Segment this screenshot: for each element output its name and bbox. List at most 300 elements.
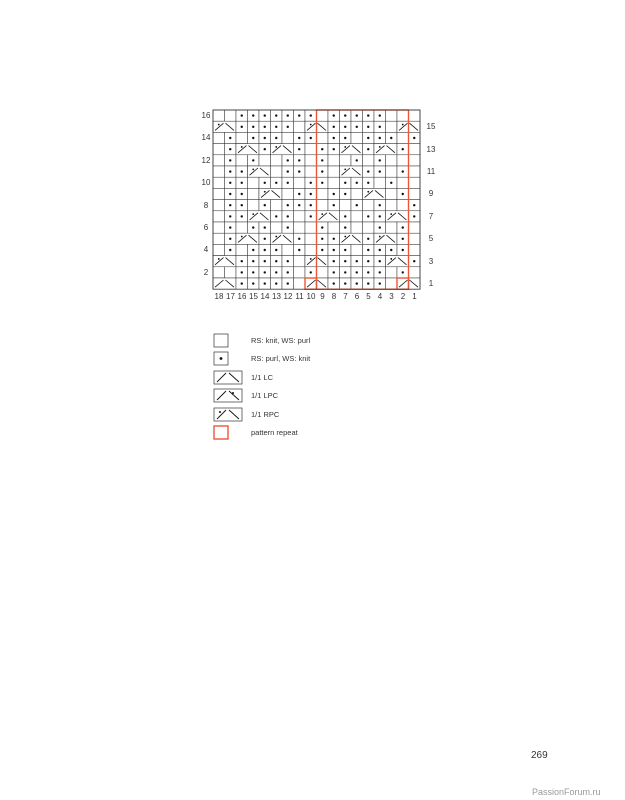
chart-cell	[351, 222, 363, 233]
purl-dot	[252, 226, 254, 228]
chart-cell	[294, 177, 306, 188]
purl-dot	[264, 249, 266, 251]
legend-mark	[214, 426, 228, 439]
purl-dot	[367, 215, 369, 217]
legend-label: 1/1 LC	[251, 372, 274, 382]
purl-dot	[402, 249, 404, 251]
purl-dot	[310, 182, 312, 184]
chart-cell	[386, 166, 398, 177]
purl-dot	[333, 126, 335, 128]
purl-dot	[287, 114, 289, 116]
purl-dot	[379, 226, 381, 228]
purl-dot	[367, 238, 369, 240]
purl-dot	[229, 249, 231, 251]
chart-cell	[236, 222, 248, 233]
purl-dot	[379, 204, 381, 206]
purl-dot	[356, 260, 358, 262]
purl-dot	[264, 226, 266, 228]
chart-cell	[236, 155, 248, 166]
purl-dot	[333, 137, 335, 139]
legend-symbol-purl	[213, 351, 243, 366]
cable-dot	[275, 146, 277, 148]
chart-cell	[351, 188, 363, 199]
purl-dot	[229, 215, 231, 217]
legend-mark	[214, 334, 228, 347]
cable-cell	[213, 278, 236, 289]
purl-dot	[344, 126, 346, 128]
purl-dot	[356, 271, 358, 273]
chart-cell	[236, 244, 248, 255]
chart-cell	[271, 200, 283, 211]
purl-dot	[310, 271, 312, 273]
chart-cell	[409, 177, 421, 188]
purl-dot	[298, 159, 300, 161]
chart-cell	[397, 132, 409, 143]
cable-dot	[379, 146, 381, 148]
cable-dot	[390, 258, 392, 260]
row-number-left: 12	[201, 155, 211, 165]
chart-cell	[282, 132, 294, 143]
chart-cell	[294, 267, 306, 278]
legend	[213, 331, 310, 442]
chart-cell	[409, 267, 421, 278]
purl-dot	[241, 260, 243, 262]
cable-dot	[252, 213, 254, 215]
column-number: 12	[283, 292, 293, 301]
chart-cell	[351, 211, 363, 222]
purl-dot	[229, 238, 231, 240]
purl-dot	[333, 282, 335, 284]
purl-dot	[287, 204, 289, 206]
legend-symbol-repeat	[213, 425, 243, 440]
purl-dot	[287, 226, 289, 228]
cable-cell	[340, 166, 363, 177]
purl-dot	[264, 182, 266, 184]
cable-cell	[236, 144, 259, 155]
purl-dot	[252, 159, 254, 161]
purl-dot	[402, 148, 404, 150]
purl-dot	[367, 170, 369, 172]
purl-dot	[321, 249, 323, 251]
purl-dot	[287, 282, 289, 284]
chart-cell	[225, 110, 237, 121]
cable-cell	[374, 233, 397, 244]
cable-dot	[344, 168, 346, 170]
purl-dot	[390, 137, 392, 139]
purl-dot	[379, 282, 381, 284]
purl-dot	[379, 271, 381, 273]
purl-dot	[356, 204, 358, 206]
purl-dot	[298, 204, 300, 206]
cable-cell	[248, 166, 271, 177]
purl-dot	[241, 114, 243, 116]
purl-dot	[379, 170, 381, 172]
chart-cell	[225, 267, 237, 278]
chart-cell	[248, 188, 260, 199]
purl-dot	[287, 170, 289, 172]
purl-dot	[333, 148, 335, 150]
purl-dot	[241, 282, 243, 284]
column-number: 11	[295, 292, 304, 301]
chart-cell	[305, 166, 317, 177]
row-number-right: 7	[428, 211, 434, 221]
chart-cell	[328, 177, 340, 188]
purl-dot	[356, 182, 358, 184]
purl-dot	[390, 249, 392, 251]
purl-dot	[379, 137, 381, 139]
purl-dot	[402, 226, 404, 228]
purl-dot	[344, 282, 346, 284]
chart-cell	[409, 233, 421, 244]
row-number-left: 8	[203, 200, 209, 210]
column-number: 10	[306, 292, 316, 301]
column-number: 4	[377, 292, 383, 301]
row-number-right: 9	[428, 189, 434, 199]
cable-dot	[218, 258, 220, 260]
column-number: 6	[354, 292, 360, 301]
chart-cell	[386, 110, 398, 121]
chart-cell	[351, 132, 363, 143]
cable-dot	[344, 236, 346, 238]
column-number: 5	[366, 292, 371, 301]
purl-dot	[310, 137, 312, 139]
row-number-left: 6	[203, 223, 209, 232]
purl-dot	[344, 137, 346, 139]
cable-dot	[321, 213, 323, 215]
legend-symbol-lc	[213, 370, 243, 385]
purl-dot	[333, 260, 335, 262]
chart-cell	[305, 144, 317, 155]
purl-dot	[275, 182, 277, 184]
cable-dot	[310, 124, 312, 126]
chart-cell	[213, 211, 225, 222]
purl-dot	[379, 215, 381, 217]
chart-cell	[409, 155, 421, 166]
purl-dot	[264, 148, 266, 150]
row-number-left: 14	[201, 133, 211, 143]
chart-cell	[340, 155, 352, 166]
cable-dot	[310, 258, 312, 260]
purl-dot	[321, 238, 323, 240]
chart-cell	[248, 200, 260, 211]
cable-dot	[344, 146, 346, 148]
purl-dot	[321, 148, 323, 150]
purl-dot	[275, 126, 277, 128]
purl-dot	[229, 226, 231, 228]
cable-cell	[271, 233, 294, 244]
cable-dot	[367, 191, 369, 193]
legend-label: 1/1 RPC	[251, 409, 280, 419]
knitting-chart	[195, 104, 435, 294]
column-number: 1	[412, 292, 417, 301]
purl-dot	[367, 114, 369, 116]
purl-dot	[252, 126, 254, 128]
column-number: 3	[389, 292, 394, 301]
purl-dot	[264, 260, 266, 262]
purl-dot	[287, 260, 289, 262]
chart-cell	[409, 244, 421, 255]
chart-cell	[259, 155, 271, 166]
purl-dot	[333, 114, 335, 116]
purl-dot	[252, 271, 254, 273]
purl-dot	[229, 148, 231, 150]
purl-dot	[287, 159, 289, 161]
chart-cell	[374, 177, 386, 188]
chart-cell	[363, 222, 375, 233]
purl-dot	[344, 193, 346, 195]
chart-cell	[317, 132, 329, 143]
legend-item	[213, 387, 310, 406]
chart-cell	[409, 166, 421, 177]
cable-dot	[241, 146, 243, 148]
chart-cell	[317, 267, 329, 278]
purl-dot	[413, 260, 415, 262]
cable-cell	[386, 256, 409, 267]
column-number: 15	[249, 292, 258, 301]
cable-dot	[264, 191, 266, 193]
purl-dot	[229, 204, 231, 206]
legend-label: RS: purl, WS: knit	[251, 354, 311, 364]
purl-dot	[241, 215, 243, 217]
purl-dot	[367, 126, 369, 128]
column-number: 9	[320, 292, 325, 301]
purl-dot	[275, 137, 277, 139]
purl-dot	[402, 271, 404, 273]
purl-dot	[298, 238, 300, 240]
row-number-right: 3	[428, 256, 434, 266]
purl-dot	[275, 271, 277, 273]
purl-dot	[390, 182, 392, 184]
purl-dot	[310, 215, 312, 217]
chart-cell	[386, 267, 398, 278]
chart-cell	[294, 211, 306, 222]
column-number: 18	[214, 292, 224, 301]
cable-cell	[374, 144, 397, 155]
cable-cell	[213, 256, 236, 267]
purl-dot	[264, 282, 266, 284]
purl-dot	[379, 126, 381, 128]
purl-dot	[367, 148, 369, 150]
cable-cell	[259, 188, 282, 199]
chart-cell	[248, 177, 260, 188]
chart-cell	[409, 110, 421, 121]
purl-dot	[356, 114, 358, 116]
legend-mark	[219, 411, 221, 413]
chart-cell	[317, 188, 329, 199]
purl-dot	[344, 114, 346, 116]
purl-dot	[379, 159, 381, 161]
purl-dot	[333, 204, 335, 206]
row-number-right: 1	[428, 279, 434, 288]
chart-cell	[386, 155, 398, 166]
purl-dot	[321, 159, 323, 161]
chart-cell	[317, 110, 329, 121]
legend-item	[213, 350, 310, 369]
cable-cell	[248, 211, 271, 222]
legend-symbol-knit	[213, 333, 243, 348]
purl-dot	[264, 238, 266, 240]
purl-dot	[241, 182, 243, 184]
purl-dot	[321, 182, 323, 184]
cable-dot	[252, 168, 254, 170]
legend-mark	[214, 371, 242, 384]
purl-dot	[229, 193, 231, 195]
purl-dot	[344, 182, 346, 184]
purl-dot	[298, 193, 300, 195]
cable-cell	[271, 144, 294, 155]
chart-cell	[282, 244, 294, 255]
purl-dot	[333, 238, 335, 240]
row-number-right: 13	[426, 144, 436, 154]
chart-cell	[363, 200, 375, 211]
chart-cell	[386, 222, 398, 233]
purl-dot	[321, 170, 323, 172]
purl-dot	[367, 271, 369, 273]
column-number: 2	[400, 292, 406, 301]
row-number-left: 10	[201, 178, 211, 188]
chart-cell	[397, 110, 409, 121]
purl-dot	[241, 126, 243, 128]
purl-dot	[229, 159, 231, 161]
column-number: 17	[226, 292, 235, 301]
legend-symbol-lpc	[213, 388, 243, 403]
purl-dot	[413, 137, 415, 139]
purl-dot	[298, 114, 300, 116]
purl-dot	[402, 193, 404, 195]
legend-label: pattern repeat	[251, 428, 298, 438]
purl-dot	[229, 170, 231, 172]
purl-dot	[310, 193, 312, 195]
purl-dot	[367, 249, 369, 251]
row-number-left: 2	[203, 267, 209, 277]
purl-dot	[333, 271, 335, 273]
chart-cell	[294, 278, 306, 289]
chart-cell	[294, 121, 306, 132]
row-number-left: 16	[201, 111, 211, 120]
chart-cell	[305, 222, 317, 233]
purl-dot	[275, 260, 277, 262]
cable-dot	[379, 236, 381, 238]
chart-cell	[409, 222, 421, 233]
purl-dot	[356, 282, 358, 284]
legend-label: RS: knit, WS: purl	[251, 335, 311, 345]
purl-dot	[275, 249, 277, 251]
legend-symbol-rpc	[213, 407, 243, 422]
legend-label: 1/1 LPC	[251, 391, 279, 401]
legend-item	[213, 368, 310, 387]
chart-cell	[397, 155, 409, 166]
purl-dot	[367, 182, 369, 184]
purl-dot	[333, 249, 335, 251]
chart-cell	[282, 188, 294, 199]
purl-dot	[252, 114, 254, 116]
chart-cell	[213, 144, 225, 155]
purl-dot	[264, 126, 266, 128]
chart-cell	[386, 278, 398, 289]
chart-cell	[328, 155, 340, 166]
purl-dot	[287, 215, 289, 217]
purl-dot	[367, 282, 369, 284]
purl-dot	[252, 260, 254, 262]
purl-dot	[264, 204, 266, 206]
chart-cell	[386, 188, 398, 199]
row-number-left: 4	[203, 245, 209, 255]
legend-mark	[214, 389, 242, 402]
purl-dot	[241, 204, 243, 206]
legend-mark	[220, 357, 223, 360]
legend-item	[213, 405, 310, 424]
chart-cell	[213, 233, 225, 244]
row-number-right: 11	[426, 167, 436, 176]
purl-dot	[298, 249, 300, 251]
watermark: PassionForum.ru	[532, 787, 601, 797]
column-number: 13	[272, 292, 281, 301]
purl-dot	[379, 260, 381, 262]
purl-dot	[287, 182, 289, 184]
purl-dot	[379, 114, 381, 116]
chart-cell	[236, 132, 248, 143]
purl-dot	[264, 271, 266, 273]
chart-cell	[363, 155, 375, 166]
purl-dot	[298, 137, 300, 139]
purl-dot	[333, 193, 335, 195]
row-number-right: 15	[426, 122, 436, 132]
chart-cell	[397, 177, 409, 188]
legend-item	[213, 424, 310, 443]
purl-dot	[367, 260, 369, 262]
purl-dot	[344, 271, 346, 273]
cable-dot	[241, 236, 243, 238]
purl-dot	[379, 249, 381, 251]
chart-cell	[305, 155, 317, 166]
column-number: 8	[331, 292, 337, 301]
purl-dot	[252, 137, 254, 139]
chart-cell	[271, 222, 283, 233]
chart-cell	[409, 144, 421, 155]
purl-dot	[275, 114, 277, 116]
purl-dot	[229, 182, 231, 184]
chart-cell	[386, 121, 398, 132]
purl-dot	[321, 226, 323, 228]
purl-dot	[298, 148, 300, 150]
chart-cell	[386, 200, 398, 211]
purl-dot	[298, 170, 300, 172]
legend-item	[213, 331, 310, 350]
chart-cell	[305, 233, 317, 244]
purl-dot	[344, 249, 346, 251]
cable-dot	[218, 124, 220, 126]
chart-cell	[271, 155, 283, 166]
purl-dot	[241, 170, 243, 172]
column-number: 7	[343, 292, 348, 301]
purl-dot	[310, 114, 312, 116]
purl-dot	[241, 193, 243, 195]
cable-cell	[213, 121, 236, 132]
purl-dot	[413, 204, 415, 206]
purl-dot	[229, 137, 231, 139]
cable-cell	[363, 188, 386, 199]
cable-cell	[236, 233, 259, 244]
page-number: 269	[531, 750, 548, 761]
purl-dot	[275, 282, 277, 284]
chart-cell	[294, 222, 306, 233]
purl-dot	[356, 159, 358, 161]
purl-dot	[367, 137, 369, 139]
chart-cell	[271, 166, 283, 177]
chart-cell	[351, 244, 363, 255]
cable-cell	[317, 211, 340, 222]
purl-dot	[275, 215, 277, 217]
